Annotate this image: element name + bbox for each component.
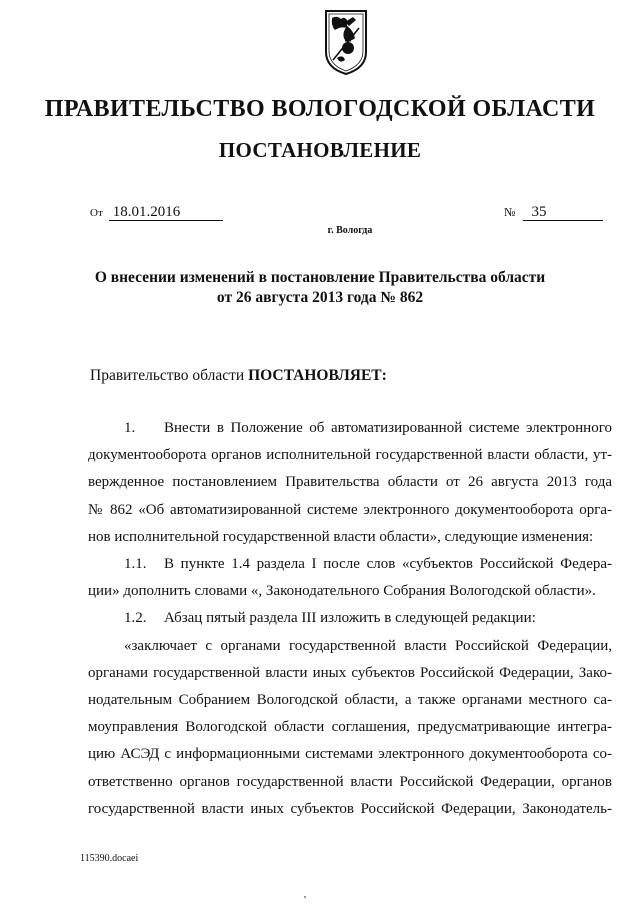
document-body bbox=[88, 415, 612, 823]
coat-of-arms-icon bbox=[323, 8, 369, 76]
title-line: О внесении изменений в постановление Правительства области bbox=[94, 269, 546, 286]
body-line: органами государственной власти иных субъектов Российской Федерации, Зако- bbox=[88, 664, 612, 681]
preamble bbox=[90, 367, 387, 385]
body-line: цию АСЭД с информационными системами электронного документооборота со- bbox=[88, 746, 612, 763]
body-line: № 862 «Об автоматизированной системе электронного документооборота орга- bbox=[88, 501, 612, 518]
body-line: «заключает с органами государственной власти Российской Федерации, bbox=[124, 637, 612, 654]
number-line bbox=[504, 204, 603, 221]
body-line: моуправления Вологодской области соглашения, предусматривающие интегра- bbox=[88, 719, 612, 736]
body-line: 1.2. Абзац пятый раздела III изложить в следующей редакции: bbox=[88, 605, 612, 632]
document-type-heading: ПОСТАНОВЛЕНИЕ bbox=[218, 138, 422, 162]
preamble-verb: ПОСТАНОВЛЯЕТ: bbox=[248, 367, 387, 384]
file-name: 115390.docaei bbox=[80, 853, 139, 864]
city-label: г. Вологда bbox=[327, 225, 373, 236]
government-heading: ПРАВИТЕЛЬСТВО ВОЛОГОДСКОЙ ОБЛАСТИ bbox=[44, 96, 596, 122]
document-date: 18.01.2016 bbox=[109, 204, 223, 221]
page-mark bbox=[304, 896, 306, 898]
body-line: 1.1. В пункте 1.4 раздела I после слов «субъектов Российской Федера- bbox=[88, 551, 612, 578]
date-line bbox=[90, 204, 223, 221]
body-line: нодательным Собранием Вологодской области, а также органами местного са- bbox=[88, 692, 612, 709]
document-number: 35 bbox=[523, 204, 603, 221]
item-number: 1. bbox=[124, 420, 136, 436]
body-line: документооборота органов исполнительной государственной власти области, ут- bbox=[88, 447, 612, 464]
document-title bbox=[0, 268, 640, 308]
item-number: 1.2. bbox=[124, 610, 147, 627]
body-line: государственной власти иных субъектов Российской Федерации, Законодатель- bbox=[88, 800, 612, 817]
preamble-text: Правительство области bbox=[90, 367, 245, 384]
body-line: ответственно органов государственной власти Российской Федерации, органов bbox=[88, 773, 612, 790]
date-label: От bbox=[90, 207, 103, 219]
item-number: 1.1. bbox=[124, 556, 147, 573]
body-line: вержденное постановлением Правительства области от 26 августа 2013 года bbox=[88, 474, 612, 491]
number-label: № bbox=[504, 205, 516, 219]
body-line: ции» дополнить словами «, Законодательного Собрания Вологодской области». bbox=[88, 583, 596, 600]
title-line: от 26 августа 2013 года № 862 bbox=[216, 289, 424, 306]
body-line: нов исполнительной государственной власти области», следующие изменения: bbox=[88, 528, 594, 545]
body-line: 1. Внести в Положение об автоматизированной системе электронного bbox=[88, 415, 612, 442]
